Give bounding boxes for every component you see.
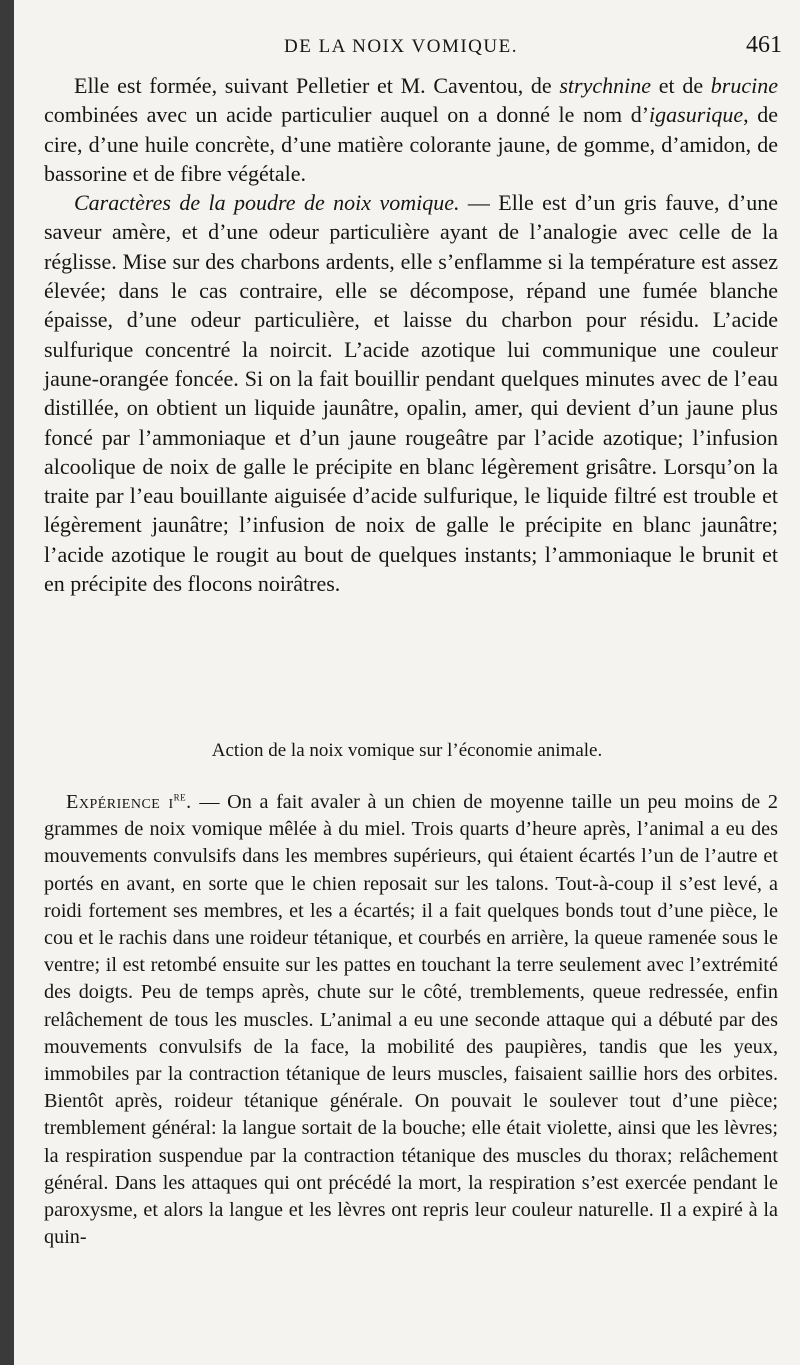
text-run: , de cire, d’une huile concrète, d’une matière colorante jaune, de gomme, d’amidon, de bassorine et de fibre végétale.	[44, 102, 778, 186]
italic-term-igasurique: igasurique	[649, 102, 744, 128]
page-header	[14, 32, 800, 62]
experiment-label-text: Expérience i	[66, 791, 174, 813]
experiment-label-end: .	[186, 791, 192, 813]
section-title: Action de la noix vomique sur l’économie animale.	[211, 740, 603, 761]
main-text	[44, 71, 778, 598]
text-run: combinées avec un acide particulier auquel on a donné le nom d’	[44, 102, 650, 128]
experiment-body: — On a fait avaler à un chien de moyenne taille un peu moins de 2 grammes de noix vomique mêlée à du miel. Trois quarts d’heure après, l’animal a eu des mouvements convulsifs dans les membres supérieurs, qui étaient écartés l’un de l’autre et portés en avant, en sorte que le chien reposait sur les talons. Tout-à-coup il s’est levé, a roidi fortement ses membres, et les a écartés; il a fait quelques bonds tout d’une pièce, le cou et le rachis dans une roideur tétanique, et courbés en arrière, la queue ramenée sous le ventre; il est retombé ensuite sur les pattes en touchant la terre seulement avec l’extrémité des doigts. Peu de temps après, chute sur le côté, tremblements, queue redressée, enfin relâchement de tous les muscles. L’animal a eu une seconde attaque qui a débuté par des mouvements convulsifs de la face, la mobilité des paupières, tandis que les yeux, immobiles par la contraction tétanique de leurs muscles, faisaient saillie hors des orbites. Bientôt après, roideur tétanique générale. On pouvait le soulever tout d’une pièce; tremblement général: la langue sortait de la bouche; elle était violette, ainsi que les lèvres; la respiration suspendue par la contraction tétanique des muscles du thorax; relâchement général. Dans les attaques qui ont précédé la mort, la respiration s’est exercée pendant le paroxysme, et alors la langue et les lèvres ont repris leur couleur naturelle. Il a expiré à la quin-	[44, 791, 778, 1249]
experiment-label	[66, 788, 192, 813]
paragraph-characteristics	[44, 188, 778, 598]
paragraph-heading: Caractères de la poudre de noix vomique.	[74, 190, 460, 216]
paragraph-body: — Elle est d’un gris fauve, d’une saveur amère, et d’une odeur particulière ayant de l’analogie avec celle de la réglisse. Mise sur des charbons ardents, elle s’enflamme si la température est assez élevée; dans le cas contraire, elle se décompose, répand une fumée blanche épaisse, d’une odeur particulière, et laisse du charbon pour résidu. L’acide sulfurique concentré la noircit. L’acide azotique lui communique une couleur jaune-orangée foncée. Si on la fait bouillir pendant quelques minutes avec de l’eau distillée, on obtient un liquide jaunâtre, opalin, amer, qui devient d’un jaune plus foncé par l’ammoniaque et d’un jaune rougeâtre par l’acide azotique; l’infusion alcoolique de noix de galle le précipite en blanc légèrement grisâtre. Lorsqu’on la traite par l’eau bouillante aiguisée d’acide sulfurique, le liquide filtré est trouble et légèrement jaunâtre; l’infusion de noix de galle le précipite en blanc jaunâtre; l’acide azotique le rougit au bout de quelques instants; l’ammoniaque le brunit et en précipite des flocons noirâtres.	[44, 190, 779, 597]
page-number: 461	[746, 32, 782, 58]
italic-term-brucine: brucine	[710, 73, 778, 98]
italic-term-strychnine: strychnine	[559, 73, 652, 98]
text-run: et de	[651, 73, 711, 98]
experiment-text	[44, 789, 778, 1251]
text-run: Elle est formée, suivant Pelletier et M. Caventou, de	[74, 73, 560, 98]
experiment-label-sup: re	[173, 788, 187, 804]
paragraph-experiment-1	[44, 789, 778, 1251]
running-title: DE LA NOIX VOMIQUE.	[284, 36, 518, 57]
paragraph-composition	[44, 71, 778, 188]
book-page	[14, 0, 800, 1365]
